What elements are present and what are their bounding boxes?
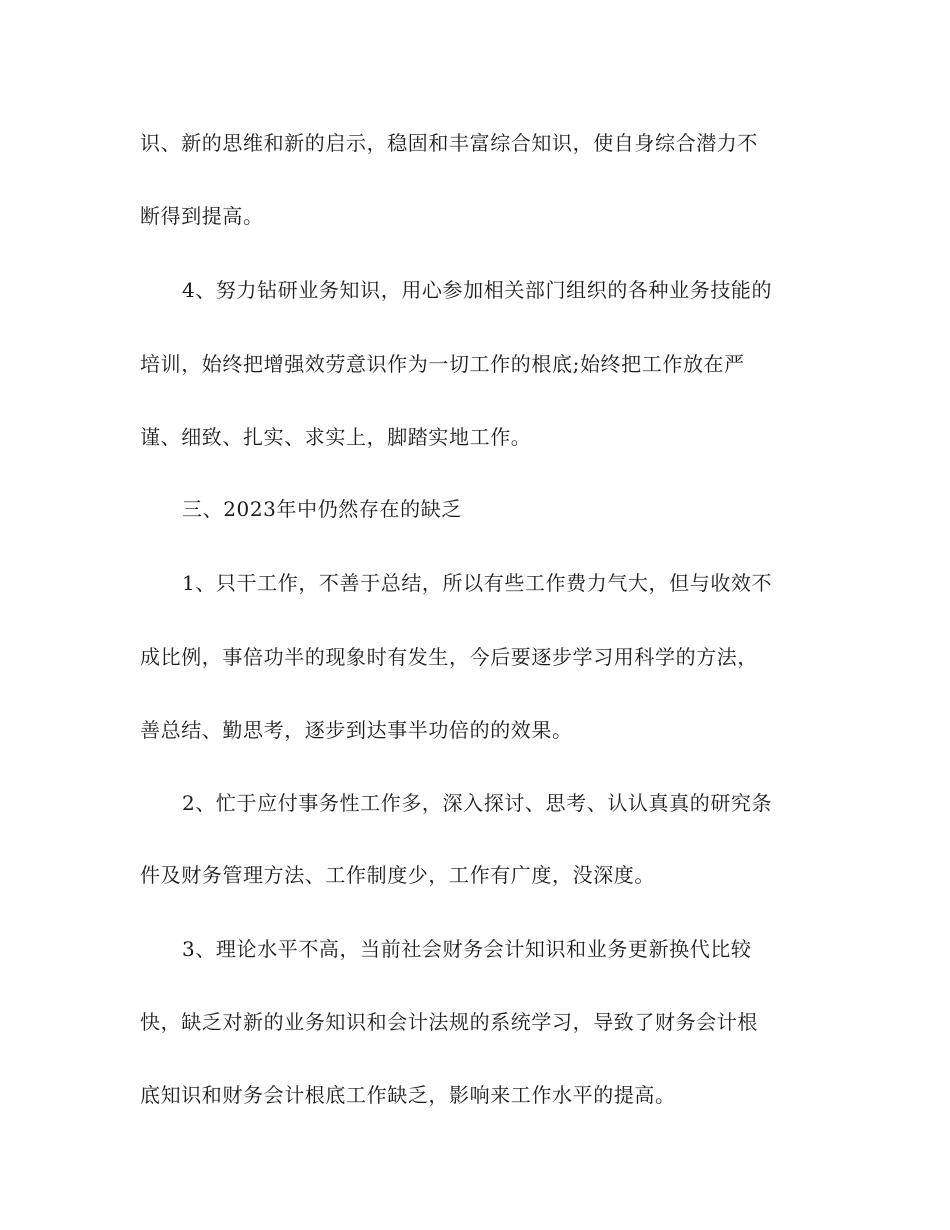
text-line: 件及财务管理方法、工作制度少，工作有广度，没深度。 bbox=[140, 863, 655, 887]
text-line: 善总结、勤思考，逐步到达事半功倍的的效果。 bbox=[140, 718, 573, 742]
text-line: 快，缺乏对新的业务知识和会计法规的系统学习，导致了财务会计根 bbox=[140, 1010, 758, 1034]
paragraph-start: 2、忙于应付事务性工作多，深入探讨、思考、认认真真的研究条 bbox=[182, 791, 773, 815]
section-heading: 三、2023年中仍然存在的缺乏 bbox=[182, 497, 462, 521]
text-line: 成比例，事倍功半的现象时有发生，今后要逐步学习用科学的方法， bbox=[140, 645, 758, 669]
paragraph-start: 3、理论水平不高，当前社会财务会计知识和业务更新换代比较 bbox=[182, 937, 752, 961]
paragraph-start: 4、努力钻研业务知识，用心参加相关部门组织的各种业务技能的 bbox=[182, 278, 773, 302]
text-line: 断得到提高。 bbox=[140, 204, 264, 228]
text-line: 培训，始终把增强效劳意识作为一切工作的根底;始终把工作放在严 bbox=[140, 352, 745, 376]
text-line: 底知识和财务会计根底工作缺乏，影响来工作水平的提高。 bbox=[140, 1083, 676, 1107]
text-line: 谨、细致、扎实、求实上，脚踏实地工作。 bbox=[140, 425, 532, 449]
paragraph-start: 1、只干工作，不善于总结，所以有些工作费力气大，但与收效不 bbox=[182, 571, 773, 595]
text-line: 识、新的思维和新的启示，稳固和丰富综合知识，使自身综合潜力不 bbox=[140, 131, 758, 155]
